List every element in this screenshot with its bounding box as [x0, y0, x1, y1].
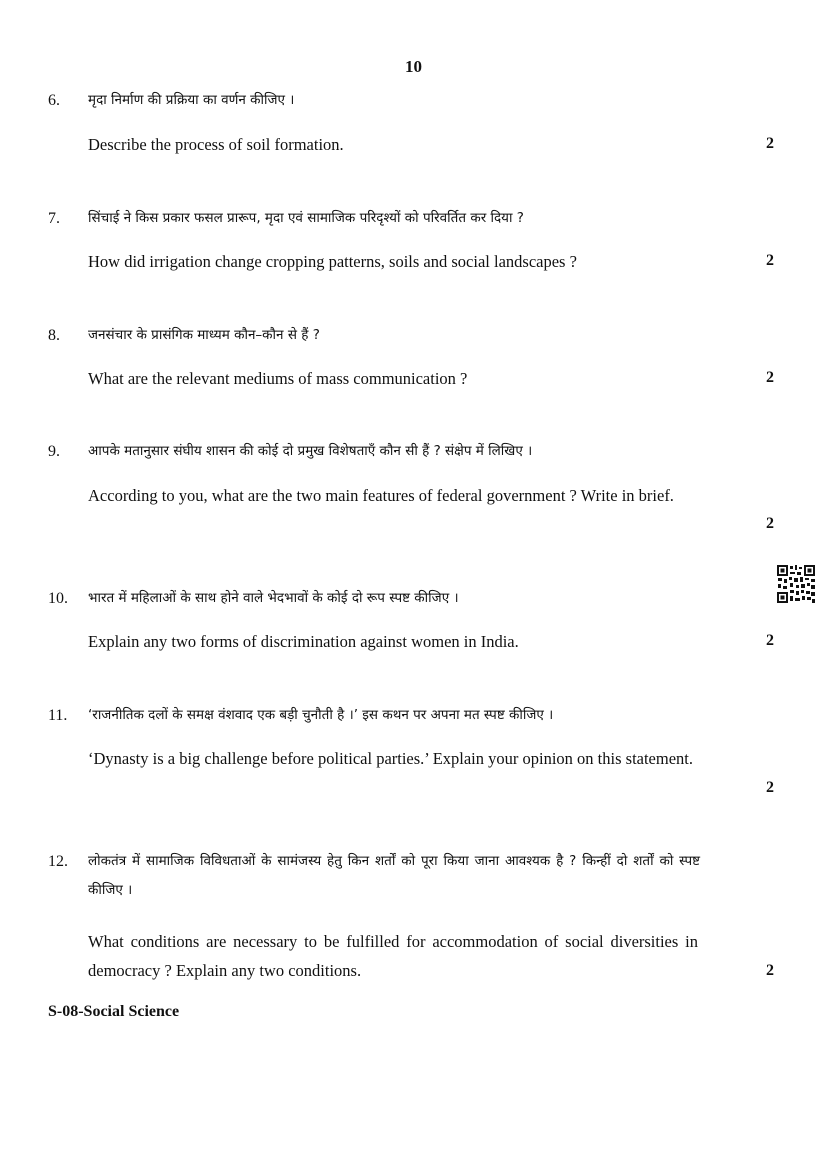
question-number: 6. [48, 92, 60, 109]
qr-code-icon [776, 564, 816, 604]
question-marks: 2 [766, 252, 774, 269]
question-marks: 2 [766, 135, 774, 152]
question-english-text: How did irrigation change cropping patterns, soils and social landscapes ? [88, 252, 577, 271]
question-marks: 2 [766, 369, 774, 386]
question-english-text: According to you, what are the two main features of federal government ? Write in brief. [88, 486, 674, 505]
question-number: 10. [48, 590, 68, 607]
question-number: 12. [48, 853, 68, 870]
question-marks: 2 [766, 632, 774, 649]
question-english-text: Describe the process of soil formation. [88, 135, 344, 154]
question-marks: 2 [766, 779, 774, 796]
question-number: 8. [48, 327, 60, 344]
question-hindi-text: भारत में महिलाओं के साथ होने वाले भेदभावों के कोई दो रूप स्पष्ट कीजिए । [88, 590, 459, 606]
question-english-text: ‘Dynasty is a big challenge before political parties.’ Explain your opinion on this statement. [88, 749, 693, 768]
question-number: 11. [48, 707, 68, 724]
question-english-text: What are the relevant mediums of mass communication ? [88, 369, 468, 388]
question-hindi-text: मृदा निर्माण की प्रक्रिया का वर्णन कीजिए । [88, 92, 295, 108]
question-hindi-text: जनसंचार के प्रासंगिक माध्यम कौन–कौन से हैं ? [88, 327, 320, 343]
question-hindi-text: लोकतंत्र में सामाजिक विविधताओं के सामंजस्य हेतु किन शर्तों को पूरा किया जाना आवश्यक है ? किन्हीं दो शर्तों को स्पष्ट कीजिए । [88, 853, 700, 898]
question-number: 9. [48, 443, 60, 460]
question-hindi-text: सिंचाई ने किस प्रकार फसल प्रारूप, मृदा एवं सामाजिक परिदृश्यों को परिवर्तित कर दिया ? [88, 210, 524, 226]
question-english-text: Explain any two forms of discrimination against women in India. [88, 632, 519, 651]
question-english-text: What conditions are necessary to be fulfilled for accommodation of social diversities in democracy ? Explain any two conditions. [88, 932, 698, 980]
question-marks: 2 [766, 515, 774, 532]
question-marks: 2 [766, 962, 774, 979]
question-number: 7. [48, 210, 60, 227]
question-hindi-text: ‘राजनीतिक दलों के समक्ष वंशवाद एक बड़ी चुनौती है ।’ इस कथन पर अपना मत स्पष्ट कीजिए । [88, 707, 554, 723]
question-hindi-text: आपके मतानुसार संघीय शासन की कोई दो प्रमुख विशेषताएँ कौन सी हैं ? संक्षेप में लिखिए । [88, 443, 533, 459]
paper-code-footer: S-08-Social Science [48, 1003, 180, 1020]
page-number: 10 [405, 57, 422, 76]
